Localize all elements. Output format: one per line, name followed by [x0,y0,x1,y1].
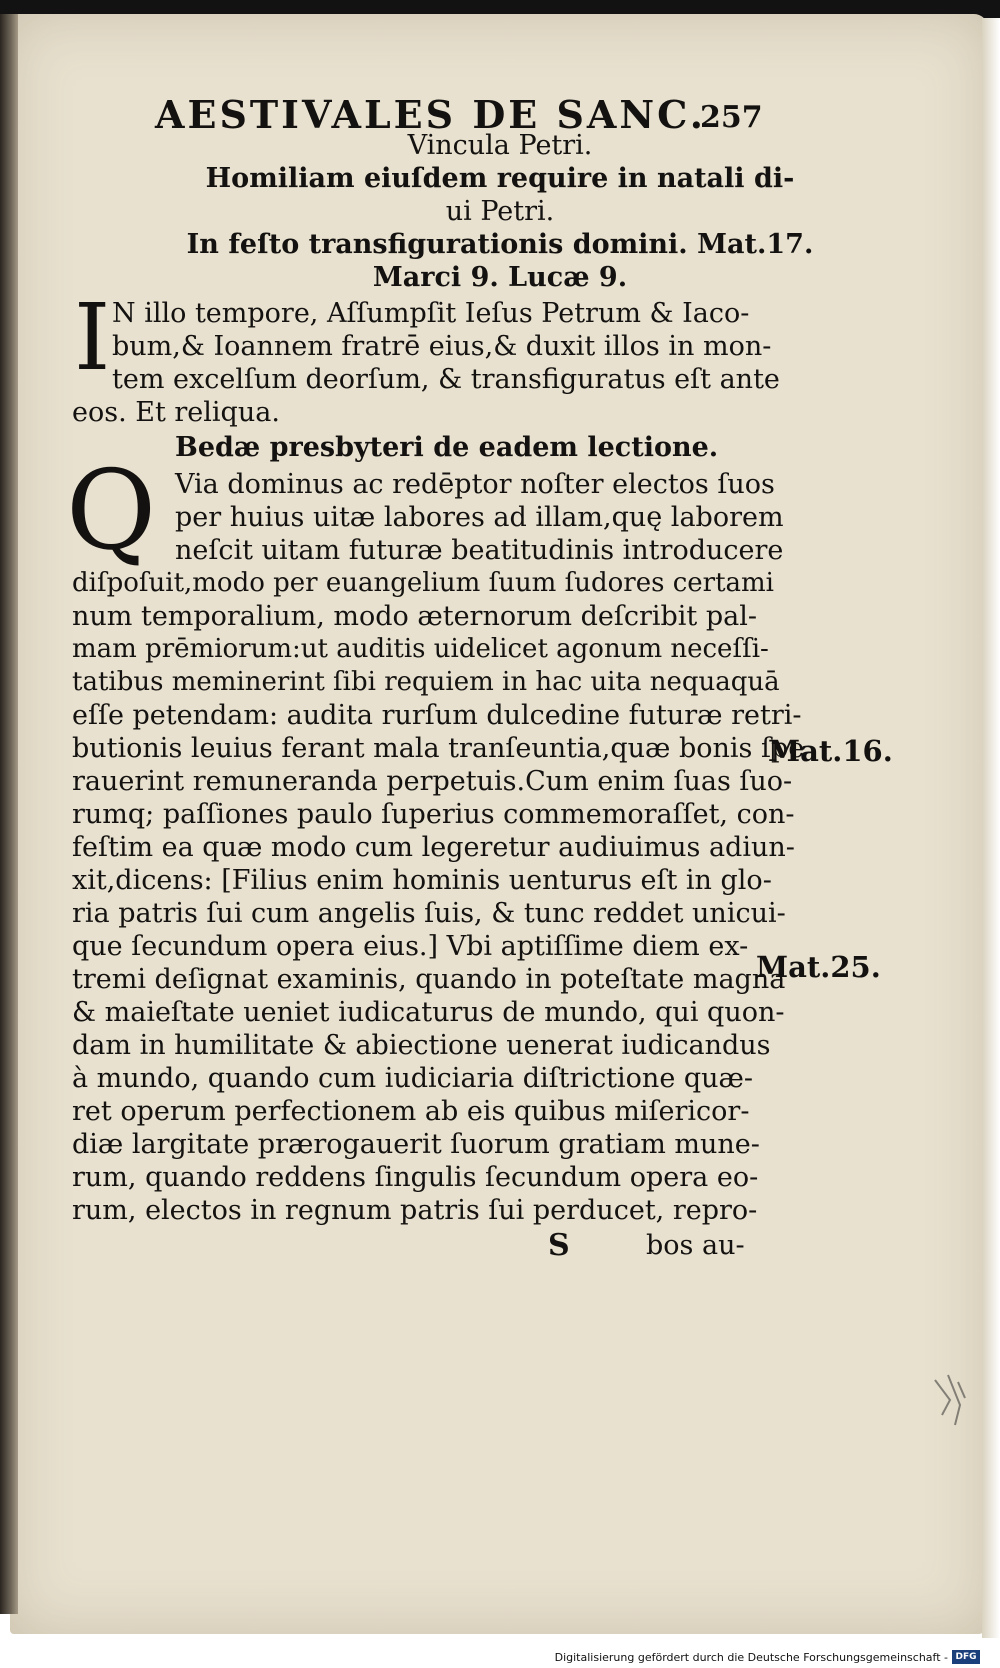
homily-line: neſcit uitam futuræ beatitudinis introducere [175,535,784,566]
footer-bar [554,1640,990,1668]
homily-line: eſſe petendam: audita rurſum dulcedine futuræ retri- [72,700,802,731]
homily-line: xit,dicens: [Filius enim hominis uenturus eſt in glo- [72,865,772,896]
running-title: AESTIVALES DE SANC. [155,92,706,137]
homily-line: mam prēmiorum:ut auditis uidelicet agonum neceſſi- [72,634,769,664]
margin-note-mat16: Mat.16. [768,734,893,768]
homily-line: à mundo, quando cum iudiciaria diſtrictione quæ- [72,1063,754,1094]
margin-note-mat25: Mat.25. [756,950,881,984]
footer-credit: Digitalisierung gefördert durch die Deutsche Forschungsgemeinschaft - [554,1651,948,1664]
gospel-line: eos. Et reliqua. [72,397,280,428]
homily-line: butionis leuius ferant mala tranſeuntia,quæ bonis ſpe [72,733,805,764]
heading-vincula: Vincula Petri. [407,130,593,161]
heading-feast: In feſto transfigurationis domini. Mat.17. [186,229,814,260]
homily-line: diſpoſuit,modo per euangelium ſuum ſudores certami [72,568,774,598]
homily-line: rum, quando reddens ſingulis ſecundum opera eo- [72,1162,759,1193]
homily-line: per huius uitæ labores ad illam,quę laborem [175,502,784,533]
dfg-logo: DFG [952,1650,980,1664]
homily-line: rum, electos in regnum patris ſui perducet, repro- [72,1195,758,1226]
gospel-line: tem excelſum deorſum, & transfiguratus eſt ante [112,364,780,395]
homily-line: diæ largitate prærogauerit ſuorum gratiam mune- [72,1129,760,1160]
homily-dropcap: Q [66,446,157,574]
gospel-dropcap: I [74,284,111,391]
homily-line: ret operum perfectionem ab eis quibus miſericor- [72,1096,750,1127]
page-right-edge [982,18,1000,1638]
homily-line: feſtim ea quæ modo cum legeretur audiuimus adiun- [72,832,795,863]
heading-gospel-refs: Marci 9. Lucæ 9. [372,262,628,293]
homily-line: rauerint remuneranda perpetuis.Cum enim ſuas ſuo- [72,766,793,797]
gospel-line: bum,& Ioannem fratrē eius,& duxit illos in mon- [112,331,772,362]
homily-line: que ſecundum opera eius.] Vbi aptiſſime diem ex- [72,931,749,962]
gospel-line: N illo tempore, Aſſumpſit Ieſus Petrum & Iaco- [112,298,750,329]
ink-smudge-icon [930,1370,970,1430]
homily-line: dam in humilitate & abiectione uenerat iudicandus [72,1030,771,1061]
heading-ui-petri: ui Petri. [445,196,555,227]
heading-homiliam: Homiliam eiuſdem require in natali di- [205,163,795,194]
homily-line: Via dominus ac redēptor noſter electos ſuos [175,469,775,500]
homily-line: rumq; paſſiones paulo ſuperius commemoraſſet, con- [72,799,795,830]
homily-line: & maieſtate ueniet iudicaturus de mundo, qui quon- [72,997,785,1028]
homily-heading: Bedæ presbyteri de eadem lectione. [175,432,719,463]
homily-line: ria patris ſui cum angelis ſuis, & tunc reddet unicui- [72,898,786,929]
catchword: bos au- [646,1230,745,1261]
homily-line: tremi deſignat examinis, quando in poteſtate magna [72,964,786,995]
signature-mark: S [548,1228,570,1263]
page-number: 257 [700,100,763,135]
homily-line: tatibus meminerint ſibi requiem in hac uita nequaquā [72,667,780,697]
homily-line: num temporalium, modo æternorum deſcribit pal- [72,601,757,632]
